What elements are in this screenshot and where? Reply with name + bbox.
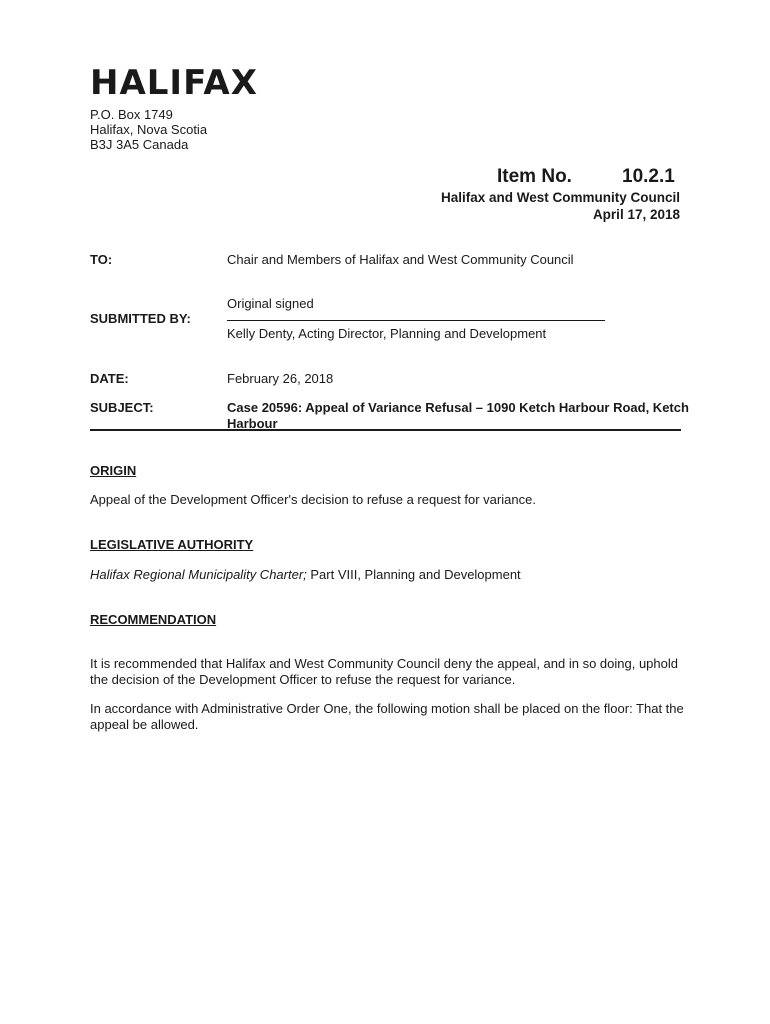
council-block — [441, 189, 680, 223]
submitted-by-label: SUBMITTED BY: — [90, 311, 191, 326]
subject-label: SUBJECT: — [90, 400, 154, 415]
meeting-date: April 17, 2018 — [592, 207, 680, 222]
signature-line — [227, 320, 605, 321]
halifax-logo — [90, 63, 258, 103]
legislative-authority-text — [90, 567, 685, 583]
charter-part: Part VIII, Planning and Development — [306, 567, 521, 582]
origin-heading: ORIGIN — [90, 463, 137, 478]
to-label: TO: — [90, 252, 113, 267]
to-value: Chair and Members of Halifax and West Community Council — [227, 252, 574, 267]
signed-note: Original signed — [227, 296, 314, 311]
date-value: February 26, 2018 — [227, 371, 334, 386]
item-number: 10.2.1 — [622, 166, 675, 187]
recommendation-text: It is recommended that Halifax and West Community Council deny the appeal, and in so doing, uphold the decision of the Development Officer to refuse the request for variance. — [90, 656, 678, 687]
address-line: Halifax, Nova Scotia — [90, 122, 208, 137]
subject-line-2: Harbour — [227, 416, 278, 431]
subject-value — [227, 400, 689, 432]
item-label: Item No. — [497, 166, 572, 187]
address-line: B3J 3A5 Canada — [90, 137, 189, 152]
origin-text: Appeal of the Development Officer's decision to refuse a request for variance. — [90, 492, 536, 507]
logo-text: HALIFAX — [90, 63, 258, 103]
header-divider — [90, 429, 681, 431]
council-name: Halifax and West Community Council — [440, 190, 680, 205]
item-number-block — [497, 166, 687, 188]
charter-name: Halifax Regional Municipality Charter; — [90, 567, 307, 582]
legislative-authority-heading: LEGISLATIVE AUTHORITY — [90, 537, 254, 552]
submitted-by-value: Kelly Denty, Acting Director, Planning and Development — [227, 326, 547, 341]
address-line: P.O. Box 1749 — [90, 107, 173, 122]
date-label: DATE: — [90, 371, 129, 386]
recommendation-heading: RECOMMENDATION — [90, 612, 217, 627]
mailing-address — [90, 107, 207, 152]
motion-text: In accordance with Administrative Order One, the following motion shall be placed on the floor: That the appeal be allowed. — [90, 701, 684, 732]
subject-line-1: Case 20596: Appeal of Variance Refusal – 1090 Ketch Harbour Road, Ketch — [227, 400, 689, 415]
